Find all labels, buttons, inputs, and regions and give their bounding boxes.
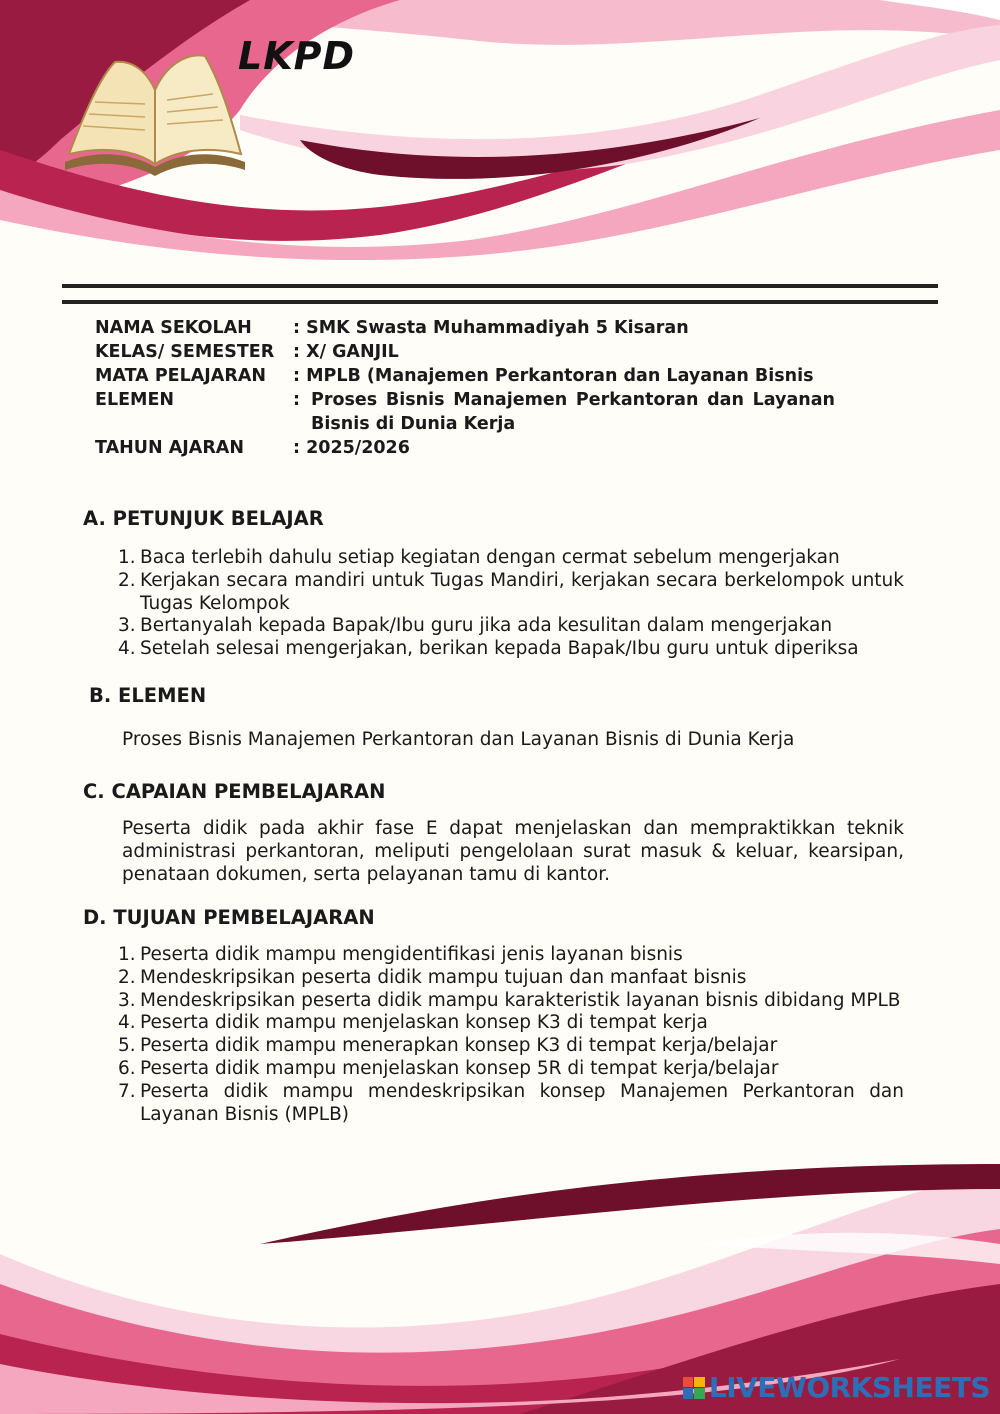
item-text: Mendeskripsikan peserta didik mampu tujuan dan manfaat bisnis [140, 966, 747, 988]
list-item [118, 638, 904, 661]
section-d-list [118, 944, 904, 1126]
item-number: 2. [118, 569, 136, 591]
year-value: : 2025/2026 [293, 438, 410, 458]
list-item [118, 570, 904, 616]
item-number: 7. [118, 1080, 136, 1102]
list-item [118, 547, 904, 570]
liveworksheets-logo-icon [683, 1377, 705, 1399]
element-row [95, 388, 835, 436]
item-text: Kerjakan secara mandiri untuk Tugas Mandiri, kerjakan secara berkelompok untuk Tugas Kelompok [140, 569, 904, 614]
class-value: : X/ GANJIL [293, 342, 399, 362]
list-item [118, 1012, 904, 1035]
item-number: 1. [118, 944, 136, 965]
item-text: Bertanyalah kepada Bapak/Ibu guru jika ada kesulitan dalam mengerjakan [140, 615, 833, 637]
item-number: 3. [118, 989, 136, 1011]
school-label: NAMA SEKOLAH [95, 318, 252, 338]
subject-value: : MPLB (Manajemen Perkantoran dan Layanan Bisnis [293, 366, 814, 386]
class-row [95, 340, 835, 364]
watermark-text: LIVEWORKSHEETS [708, 1371, 990, 1404]
open-book-icon [55, 42, 255, 182]
item-number: 4. [118, 1012, 136, 1034]
divider-line [62, 300, 938, 304]
section-c-title: C. CAPAIAN PEMBELAJARAN [83, 780, 386, 803]
item-text: Peserta didik mampu mendeskripsikan konsep Manajemen Perkantoran dan Layanan Bisnis (MPLB) [140, 1080, 904, 1125]
item-text: Peserta didik mampu menjelaskan konsep 5R di tempat kerja/belajar [140, 1057, 779, 1079]
section-b-text: Proses Bisnis Manajemen Perkantoran dan Layanan Bisnis di Dunia Kerja [122, 729, 795, 750]
year-row [95, 436, 835, 460]
list-item [118, 944, 904, 967]
element-value: Proses Bisnis Manajemen Perkantoran dan Layanan Bisnis di Dunia Kerja [311, 390, 835, 434]
liveworksheets-watermark [683, 1371, 990, 1404]
subject-label: MATA PELAJARAN [95, 366, 267, 386]
section-a-title: A. PETUNJUK BELAJAR [83, 507, 324, 530]
identity-block [95, 316, 835, 460]
item-text: Setelah selesai mengerjakan, berikan kepada Bapak/Ibu guru untuk diperiksa [140, 638, 859, 660]
school-row [95, 316, 835, 340]
section-a-list [118, 547, 904, 661]
page-title: LKPD [238, 34, 356, 78]
element-colon: : [293, 390, 300, 410]
item-number: 6. [118, 1057, 136, 1079]
element-label: ELEMEN [95, 390, 175, 410]
item-text: Mendeskripsikan peserta didik mampu karakteristik layanan bisnis dibidang MPLB [140, 989, 901, 1011]
subject-row [95, 364, 835, 388]
list-item [118, 615, 904, 638]
list-item [118, 967, 904, 990]
item-text: Peserta didik mampu mengidentifikasi jenis layanan bisnis [140, 944, 683, 965]
item-text: Baca terlebih dahulu setiap kegiatan dengan cermat sebelum mengerjakan [140, 547, 840, 568]
item-number: 1. [118, 547, 136, 568]
item-number: 5. [118, 1035, 136, 1057]
class-label: KELAS/ SEMESTER [95, 342, 275, 362]
item-number: 3. [118, 615, 136, 637]
item-text: Peserta didik mampu menjelaskan konsep K3 di tempat kerja [140, 1012, 708, 1034]
school-value: : SMK Swasta Muhammadiyah 5 Kisaran [293, 318, 689, 338]
section-c-text: Peserta didik pada akhir fase E dapat menjelaskan dan mempraktikkan teknik administrasi perkantoran, meliputi pengelolaan surat masuk & keluar, kearsipan, penataan dokumen, serta pelayanan tamu di kantor. [122, 818, 904, 885]
list-item [118, 1035, 904, 1058]
section-d-title: D. TUJUAN PEMBELAJARAN [83, 906, 375, 929]
list-item [118, 1058, 904, 1081]
list-item [118, 990, 904, 1013]
item-number: 4. [118, 638, 136, 660]
section-b-title: B. ELEMEN [89, 684, 207, 707]
item-number: 2. [118, 966, 136, 988]
year-label: TAHUN AJARAN [95, 438, 244, 458]
item-text: Peserta didik mampu menerapkan konsep K3 di tempat kerja/belajar [140, 1035, 778, 1057]
list-item [118, 1081, 904, 1127]
divider-line [62, 284, 938, 288]
